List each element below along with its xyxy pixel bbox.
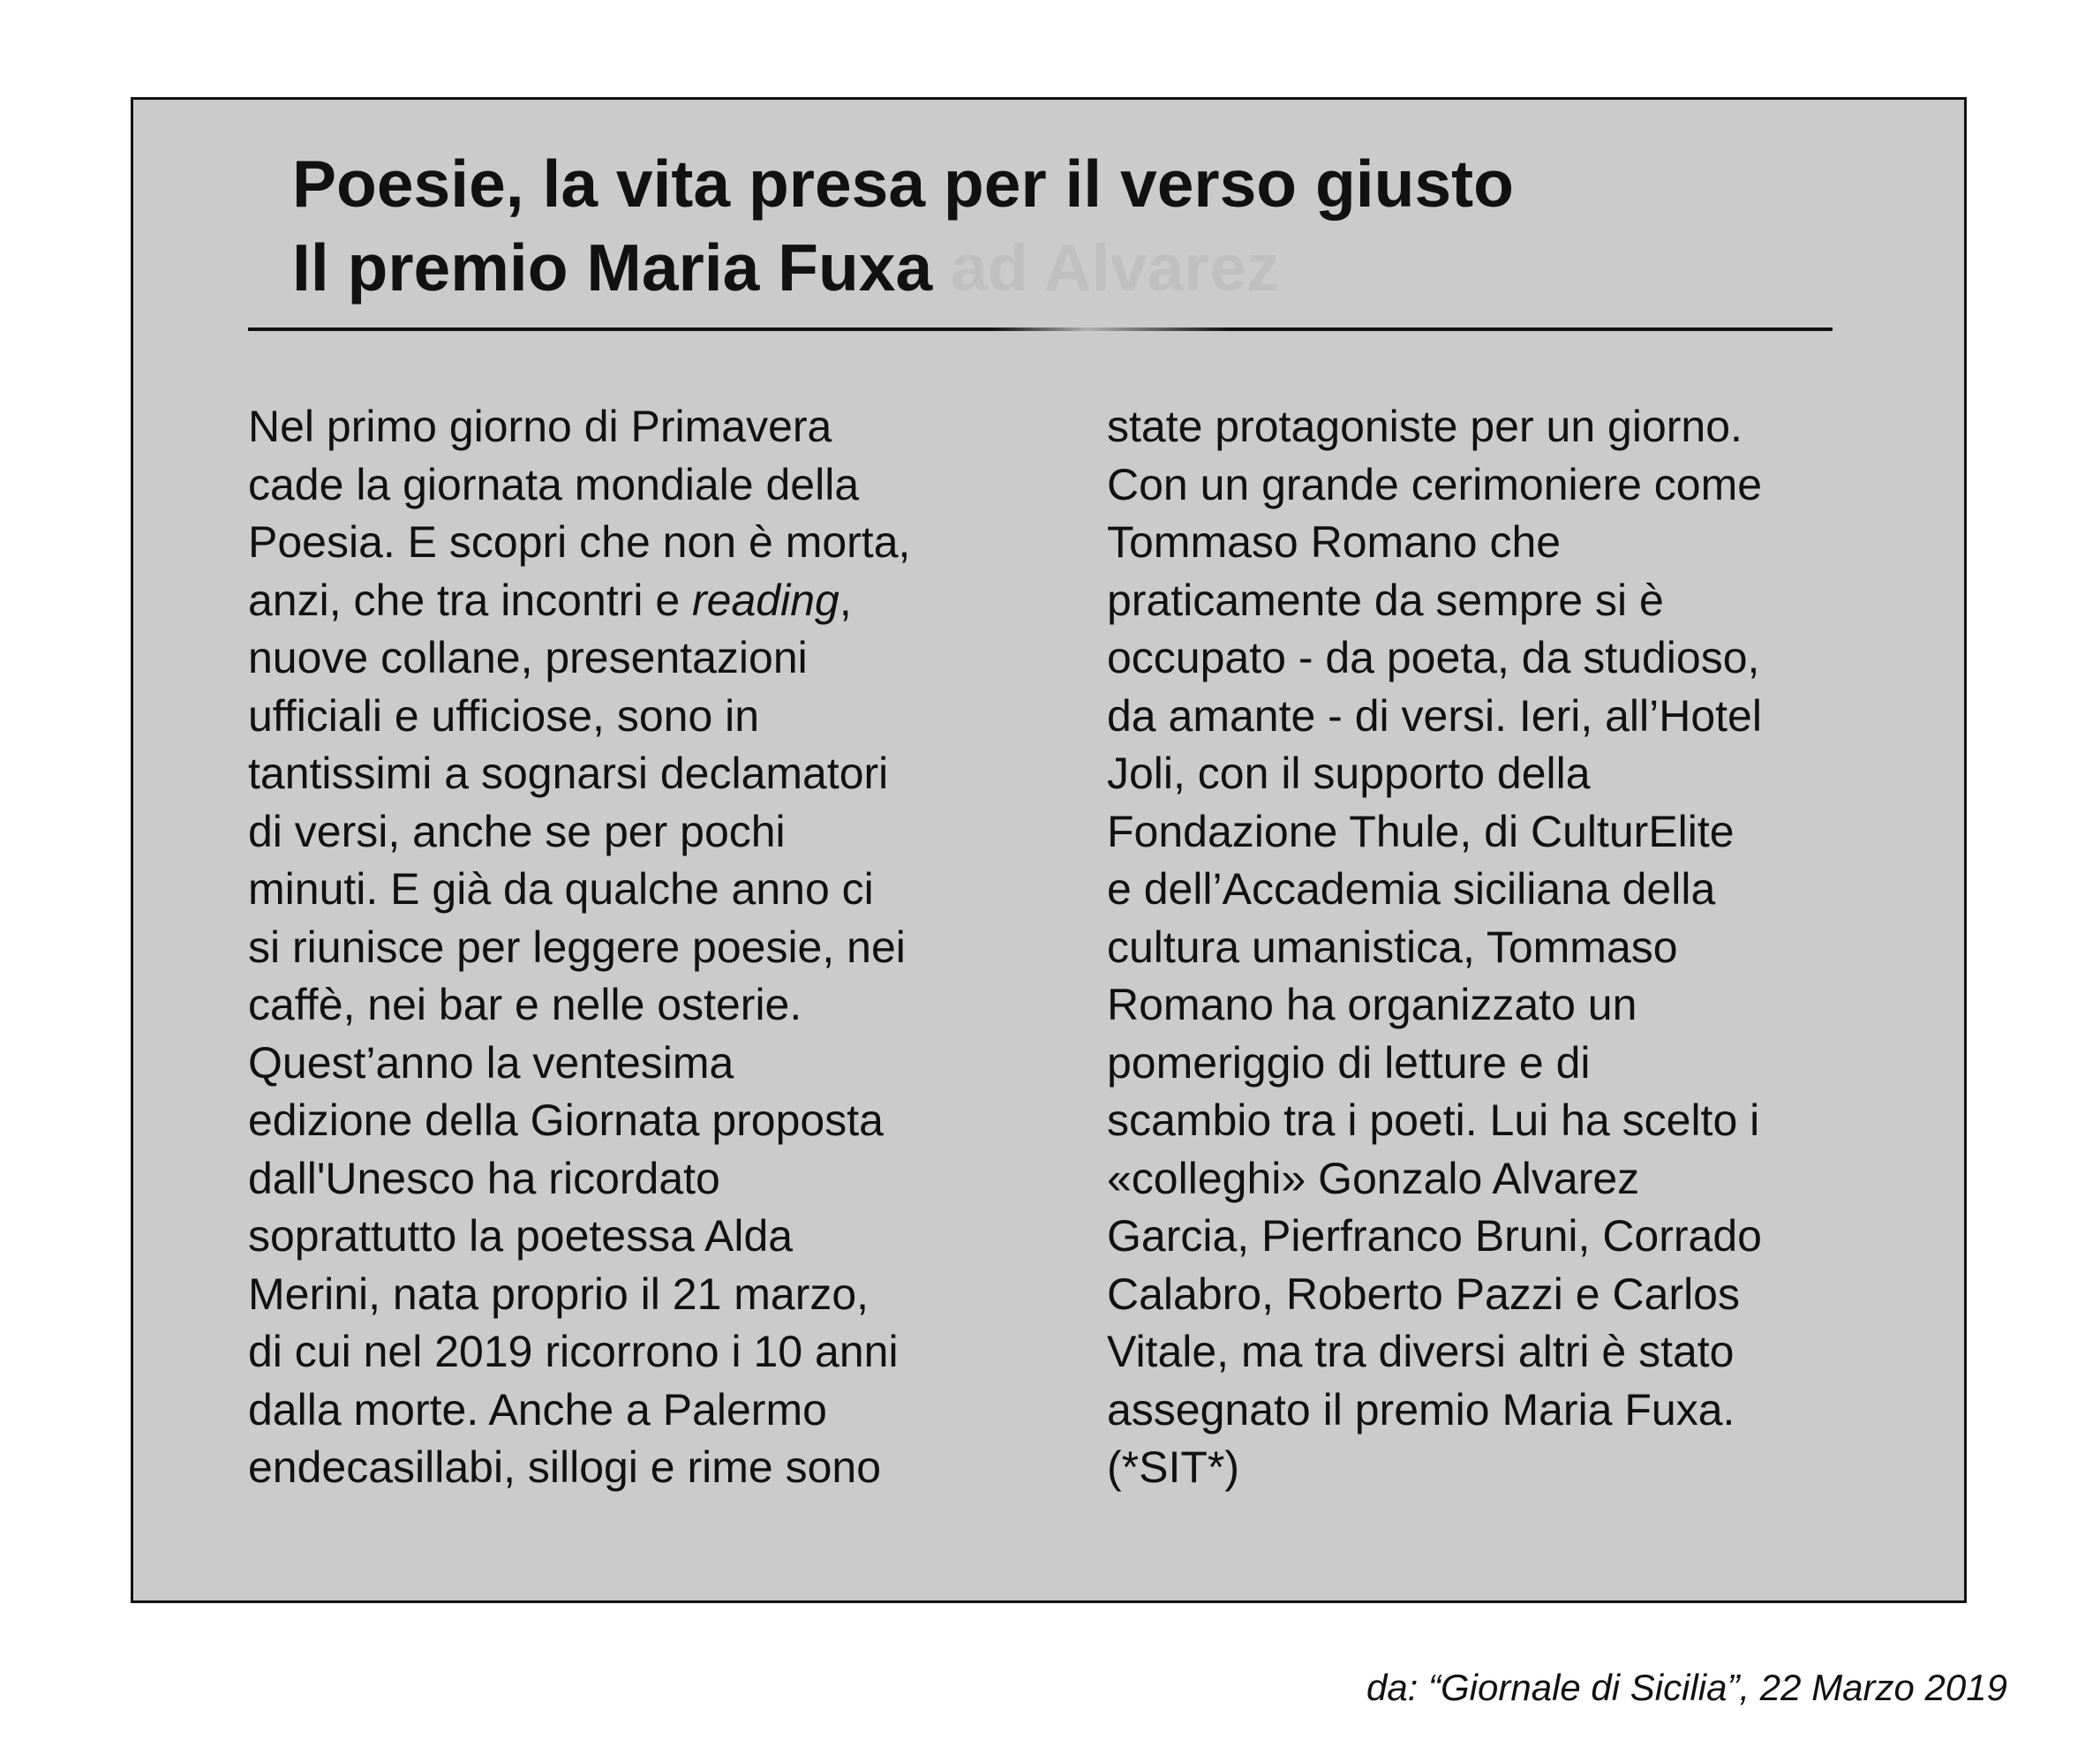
text-line: Nel primo giorno di Primavera: [248, 402, 832, 451]
text-line: edizione della Giornata proposta: [248, 1096, 884, 1145]
italic-term: reading: [692, 575, 839, 625]
text-line: si riunisce per leggere poesie, nei: [248, 922, 906, 972]
newspaper-article-box: [131, 97, 1967, 1603]
text-line: «colleghi» Gonzalo Alvarez: [1107, 1153, 1640, 1203]
text-segment: anzi, che tra incontri e: [248, 575, 693, 625]
text-line: cade la giornata mondiale della: [248, 459, 860, 509]
text-line: Tommaso Romano che: [1107, 517, 1562, 567]
text-line: caffè, nei bar e nelle osterie.: [248, 980, 802, 1029]
text-line: da amante - di versi. Ieri, all’Hotel: [1107, 690, 1762, 741]
text-line: soprattutto la poetessa Alda: [248, 1211, 794, 1261]
text-line: di cui nel 2019 ricorrono i 10 anni: [248, 1327, 899, 1376]
text-line: nuove collane, presentazioni: [248, 633, 808, 682]
text-line: Garcia, Pierfranco Bruni, Corrado: [1107, 1211, 1762, 1261]
text-line: praticamente da sempre si è: [1107, 575, 1664, 625]
text-line: pomeriggio di letture e di: [1107, 1037, 1591, 1088]
article-column-right: [1107, 398, 1901, 1497]
text-line: Romano ha organizzato un: [1107, 980, 1637, 1029]
text-line: dall'Unesco ha ricordato: [248, 1153, 720, 1203]
text-line: minuti. E già da qualche anno ci: [248, 864, 874, 914]
text-line: Quest’anno la ventesima: [248, 1037, 734, 1088]
headline-line-2: [292, 226, 1881, 310]
text-line: Joli, con il supporto della: [1107, 749, 1591, 798]
text-line: Poesia. E scopri che non è morta,: [248, 517, 911, 567]
text-line: Fondazione Thule, di CulturElite: [1107, 806, 1735, 856]
text-line: cultura umanistica, Tommaso: [1107, 922, 1678, 972]
headline-line-2-faded: ad Alvarez: [932, 230, 1280, 305]
text-line: assegnato il premio Maria Fuxa.: [1107, 1384, 1735, 1434]
text-segment: ,: [839, 575, 852, 625]
text-line: di versi, anche se per pochi: [248, 806, 786, 856]
source-citation: da: “Giornale di Sicilia”, 22 Marzo 2019: [1366, 1667, 2007, 1708]
text-line: scambio tra i poeti. Lui ha scelto i: [1107, 1096, 1760, 1145]
text-line: Con un grande cerimoniere come: [1107, 459, 1763, 509]
text-line: Merini, nata proprio il 21 marzo,: [248, 1269, 869, 1319]
text-line: endecasillabi, sillogi e rime sono: [248, 1442, 882, 1492]
headline-divider: [248, 328, 1833, 331]
article-headline: [292, 142, 1881, 310]
text-line: [248, 572, 1042, 630]
text-line: e dell’Accademia siciliana della: [1107, 864, 1716, 914]
article-column-left: [248, 398, 1042, 1497]
text-line: ufficiali e ufficiose, sono in: [248, 690, 760, 741]
text-line: state protagoniste per un giorno.: [1107, 402, 1742, 451]
text-line: dalla morte. Anche a Palermo: [248, 1384, 827, 1434]
text-line: tantissimi a sognarsi declamatori: [248, 749, 889, 798]
text-line: occupato - da poeta, da studioso,: [1107, 633, 1760, 682]
text-line: (*SIT*): [1107, 1442, 1239, 1492]
headline-line-2-visible: Il premio Maria Fuxa: [292, 230, 933, 305]
text-line: Vitale, ma tra diversi altri è stato: [1107, 1327, 1735, 1376]
headline-line-1: Poesie, la vita presa per il verso giusto: [292, 147, 1514, 221]
text-line: Calabro, Roberto Pazzi e Carlos: [1107, 1269, 1740, 1319]
